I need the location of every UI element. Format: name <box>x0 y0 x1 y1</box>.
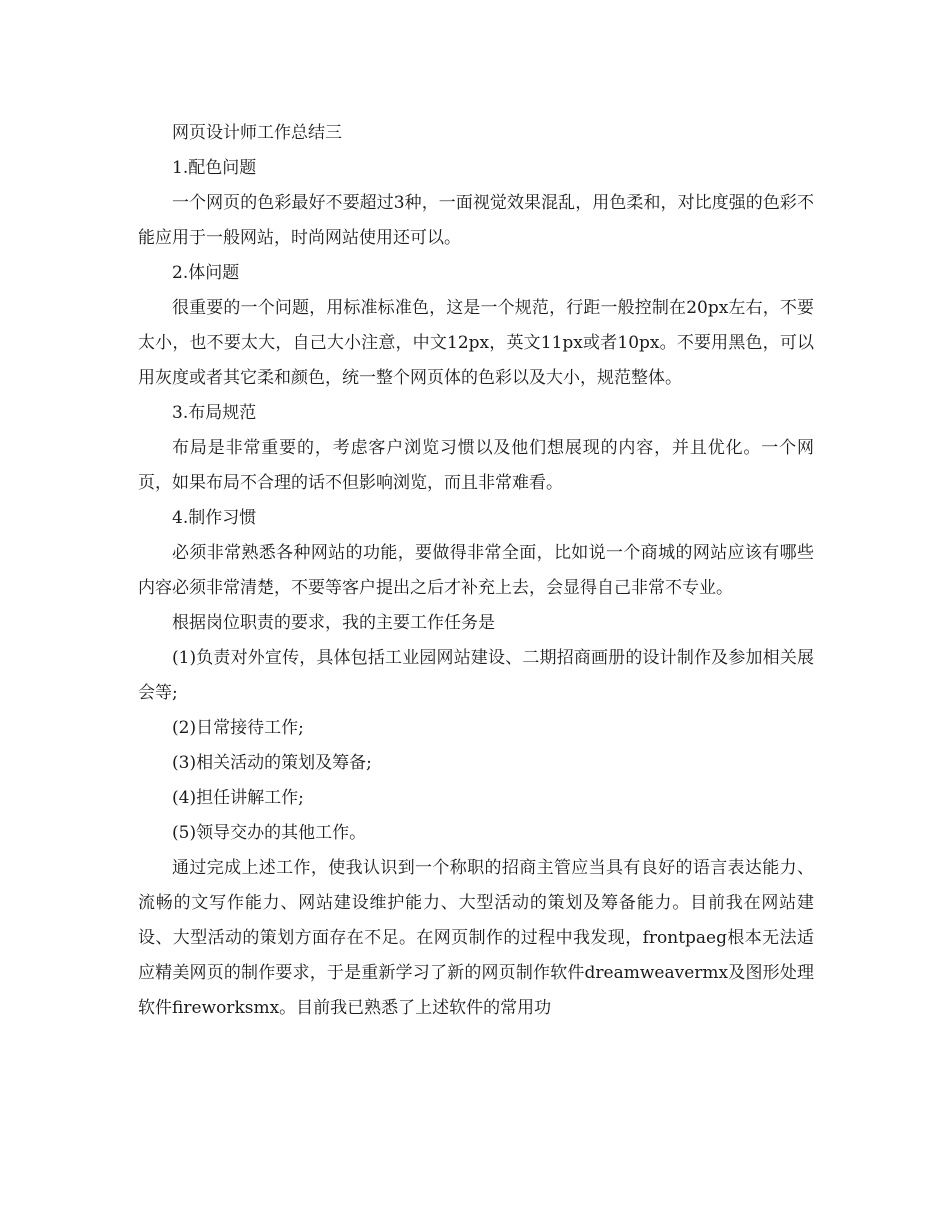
paragraph-summary: 通过完成上述工作，使我认识到一个称职的招商主管应当具有良好的语言表达能力、流畅的文写作能力、网站建设维护能力、大型活动的策划及筹备能力。目前我在网站建设、大型活动的策划方面存在不足。在网页制作的过程中我发现，frontpaeg根本无法适应精美网页的制作要求，于是重新学习了新的网页制作软件dreamweavermx及图形处理软件fireworksmx。目前我已熟悉了上述软件的常用功 <box>138 858 814 1018</box>
heading-color-scheme: 1.配色问题 <box>172 158 257 178</box>
paragraph-layout: 布局是非常重要的，考虑客户浏览习惯以及他们想展现的内容，并且优化。一个网页，如果布局不合理的话不但影响浏览，而且非常难看。 <box>138 438 814 493</box>
heading-layout: 3.布局规范 <box>172 403 257 423</box>
list-item-duty-5: (5)领导交办的其他工作。 <box>172 823 367 843</box>
document-title: 网页设计师工作总结三 <box>172 123 342 143</box>
heading-font: 2.体问题 <box>172 263 240 283</box>
heading-habits: 4.制作习惯 <box>172 508 257 528</box>
paragraph-habits: 必须非常熟悉各种网站的功能，要做得非常全面，比如说一个商城的网站应该有哪些内容必须非常清楚，不要等客户提出之后才补充上去，会显得自己非常不专业。 <box>138 543 814 598</box>
list-item-duty-2: (2)日常接待工作; <box>172 718 304 738</box>
paragraph-font: 很重要的一个问题，用标准标准色，这是一个规范，行距一般控制在20px左右，不要太小，也不要太大，自己大小注意，中文12px，英文11px或者10px。不要用黑色，可以用灰度或者其它柔和颜色，统一整个网页体的色彩以及大小，规范整体。 <box>138 298 814 388</box>
list-item-duty-4: (4)担任讲解工作; <box>172 788 304 808</box>
document-body <box>138 116 814 1026</box>
paragraph-color-scheme: 一个网页的色彩最好不要超过3种，一面视觉效果混乱，用色柔和，对比度强的色彩不能应用于一般网站，时尚网站使用还可以。 <box>138 193 814 248</box>
list-item-duty-1: (1)负责对外宣传，具体包括工业园网站建设、二期招商画册的设计制作及参加相关展会等; <box>138 648 814 703</box>
paragraph-duties-intro: 根据岗位职责的要求，我的主要工作任务是 <box>172 613 495 633</box>
list-item-duty-3: (3)相关活动的策划及筹备; <box>172 753 372 773</box>
